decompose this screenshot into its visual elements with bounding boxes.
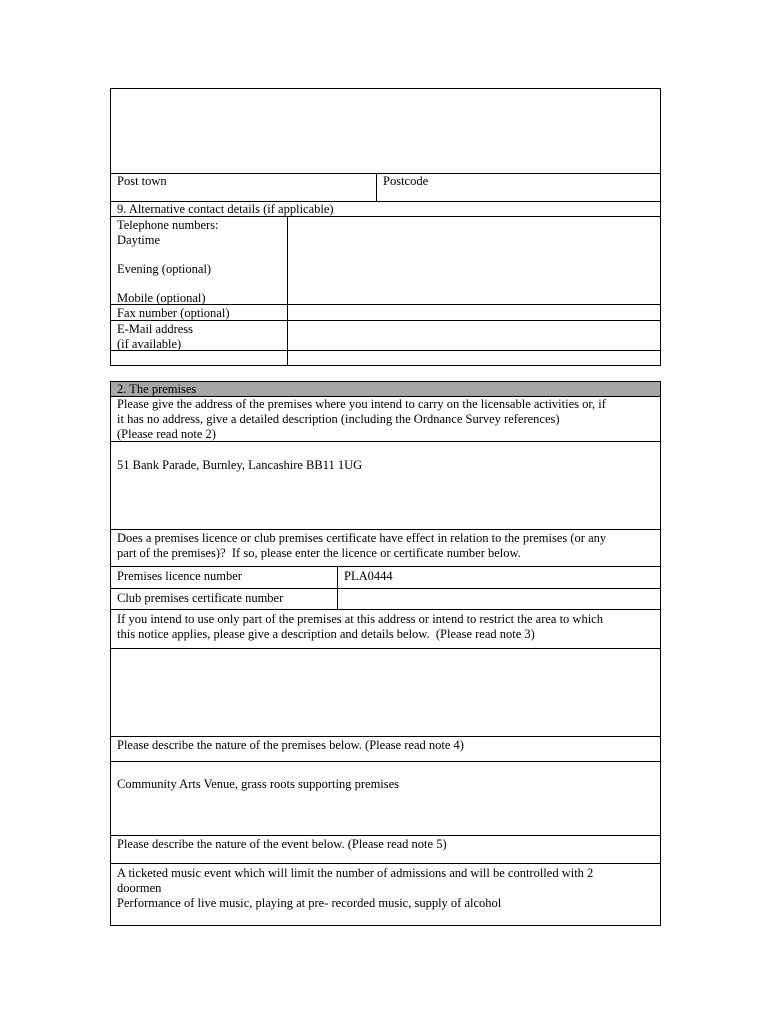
nature-event-value-line2: doormen — [117, 881, 162, 895]
part-premises-prompt: If you intend to use only part of the premises at this address or intend to restrict the area to which — [117, 612, 603, 626]
divider — [376, 173, 377, 201]
alt-contact-heading: 9. Alternative contact details (if applicable) — [117, 202, 334, 216]
email-label: E-Mail address — [117, 322, 194, 336]
divider — [337, 566, 338, 609]
divider — [110, 588, 661, 589]
premises-address-value: 51 Bank Parade, Burnley, Lancashire BB11 1UG — [117, 458, 363, 472]
divider — [110, 648, 661, 649]
address-prompt-line3: (Please read note 2) — [117, 427, 216, 441]
divider — [110, 761, 661, 762]
telephone-numbers-label: Telephone numbers: — [117, 218, 219, 232]
mobile-label: Mobile (optional) — [117, 291, 206, 305]
divider — [110, 835, 661, 836]
evening-label: Evening (optional) — [117, 262, 212, 276]
divider — [110, 566, 661, 567]
divider — [110, 863, 661, 864]
divider — [110, 529, 661, 530]
divider — [110, 736, 661, 737]
licence-question-line2: part of the premises)? If so, please enter the licence or certificate number below. — [117, 546, 521, 560]
part-premises-prompt-line2: this notice applies, please give a description and details below. (Please read note 3) — [117, 627, 535, 641]
divider — [287, 216, 288, 366]
club-certificate-label: Club premises certificate number — [117, 591, 284, 605]
post-town-label: Post town — [117, 174, 167, 188]
divider — [110, 350, 661, 351]
email-label-note: (if available) — [117, 337, 182, 351]
daytime-label: Daytime — [117, 233, 161, 247]
address-prompt: Please give the address of the premises where you intend to carry on the licensable activities or, if — [117, 397, 606, 411]
nature-event-value: A ticketed music event which will limit the number of admissions and will be controlled with 2 — [117, 866, 594, 880]
nature-premises-prompt: Please describe the nature of the premises below. (Please read note 4) — [117, 738, 464, 752]
premises-heading: 2. The premises — [117, 382, 197, 396]
premises-licence-label: Premises licence number — [117, 569, 242, 583]
premises-licence-value: PLA0444 — [344, 569, 393, 583]
fax-label: Fax number (optional) — [117, 306, 230, 320]
address-prompt-line2: it has no address, give a detailed description (including the Ordnance Survey references) — [117, 412, 560, 426]
divider — [110, 609, 661, 610]
nature-event-value-line3: Performance of live music, playing at pre- recorded music, supply of alcohol — [117, 896, 502, 910]
postcode-label: Postcode — [383, 174, 429, 188]
nature-event-prompt: Please describe the nature of the event below. (Please read note 5) — [117, 837, 447, 851]
nature-premises-value: Community Arts Venue, grass roots supporting premises — [117, 777, 400, 791]
licence-question: Does a premises licence or club premises certificate have effect in relation to the premises (or any — [117, 531, 607, 545]
